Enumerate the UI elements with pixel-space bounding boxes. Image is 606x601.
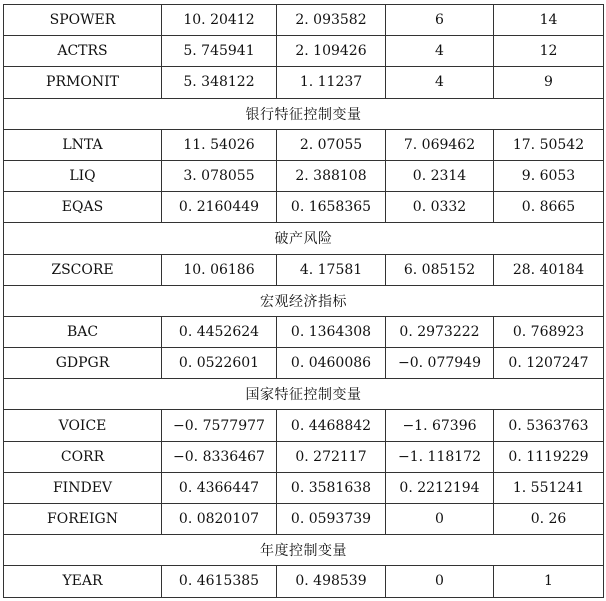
- value-cell: 1. 11237: [277, 67, 386, 98]
- section-header-row: [4, 379, 604, 410]
- value-cell: 0. 272117: [277, 441, 386, 472]
- value-cell: −1. 67396: [386, 410, 494, 441]
- section-header-row: [4, 98, 604, 129]
- table-row: [4, 192, 604, 223]
- table-row: [4, 67, 604, 98]
- section-header-row: [4, 285, 604, 316]
- section-header-label: 银行特征控制变量: [4, 98, 604, 129]
- section-header-label: 破产风险: [4, 223, 604, 254]
- value-cell: 3. 078055: [162, 160, 277, 191]
- value-cell: 28. 40184: [494, 254, 604, 285]
- table-row: [4, 316, 604, 347]
- variable-name-cell: EQAS: [4, 192, 162, 223]
- value-cell: −0. 077949: [386, 348, 494, 379]
- value-cell: 6. 085152: [386, 254, 494, 285]
- value-cell: 0. 0332: [386, 192, 494, 223]
- variable-name-cell: ACTRS: [4, 36, 162, 67]
- value-cell: 0. 3581638: [277, 472, 386, 503]
- value-cell: 14: [494, 5, 604, 36]
- value-cell: 0. 8665: [494, 192, 604, 223]
- value-cell: 10. 20412: [162, 5, 277, 36]
- value-cell: 0. 498539: [277, 566, 386, 597]
- value-cell: 2. 109426: [277, 36, 386, 67]
- value-cell: 0. 1658365: [277, 192, 386, 223]
- value-cell: 0. 768923: [494, 316, 604, 347]
- variable-name-cell: VOICE: [4, 410, 162, 441]
- value-cell: 7. 069462: [386, 129, 494, 160]
- table-body: [4, 5, 604, 598]
- value-cell: 4. 17581: [277, 254, 386, 285]
- variable-name-cell: GDPGR: [4, 348, 162, 379]
- value-cell: −0. 8336467: [162, 441, 277, 472]
- descriptive-statistics-table: [3, 4, 604, 598]
- value-cell: 0. 26: [494, 504, 604, 535]
- section-header-row: [4, 223, 604, 254]
- value-cell: 12: [494, 36, 604, 67]
- value-cell: 0. 2973222: [386, 316, 494, 347]
- value-cell: 0. 1119229: [494, 441, 604, 472]
- value-cell: 0. 0522601: [162, 348, 277, 379]
- variable-name-cell: PRMONIT: [4, 67, 162, 98]
- value-cell: 0. 4366447: [162, 472, 277, 503]
- value-cell: 2. 093582: [277, 5, 386, 36]
- table-row: [4, 160, 604, 191]
- table-row: [4, 36, 604, 67]
- variable-name-cell: SPOWER: [4, 5, 162, 36]
- table-row: [4, 566, 604, 597]
- table-row: [4, 504, 604, 535]
- value-cell: 0. 1207247: [494, 348, 604, 379]
- value-cell: 5. 745941: [162, 36, 277, 67]
- value-cell: 5. 348122: [162, 67, 277, 98]
- value-cell: 1: [494, 566, 604, 597]
- value-cell: 6: [386, 5, 494, 36]
- value-cell: 0. 2314: [386, 160, 494, 191]
- value-cell: 0. 0460086: [277, 348, 386, 379]
- table-row: [4, 129, 604, 160]
- table-row: [4, 348, 604, 379]
- value-cell: 0. 2212194: [386, 472, 494, 503]
- variable-name-cell: CORR: [4, 441, 162, 472]
- table-row: [4, 254, 604, 285]
- value-cell: 2. 388108: [277, 160, 386, 191]
- value-cell: 10. 06186: [162, 254, 277, 285]
- table-row: [4, 410, 604, 441]
- value-cell: 17. 50542: [494, 129, 604, 160]
- value-cell: 11. 54026: [162, 129, 277, 160]
- section-header-label: 年度控制变量: [4, 535, 604, 566]
- table-row: [4, 472, 604, 503]
- value-cell: 0. 0593739: [277, 504, 386, 535]
- value-cell: 4: [386, 36, 494, 67]
- variable-name-cell: YEAR: [4, 566, 162, 597]
- variable-name-cell: LIQ: [4, 160, 162, 191]
- value-cell: 0: [386, 566, 494, 597]
- variable-name-cell: BAC: [4, 316, 162, 347]
- variable-name-cell: ZSCORE: [4, 254, 162, 285]
- statistics-table-container: [3, 4, 603, 598]
- value-cell: 9: [494, 67, 604, 98]
- value-cell: 0. 4452624: [162, 316, 277, 347]
- value-cell: 1. 551241: [494, 472, 604, 503]
- value-cell: 0. 5363763: [494, 410, 604, 441]
- value-cell: 0. 0820107: [162, 504, 277, 535]
- value-cell: 9. 6053: [494, 160, 604, 191]
- table-row: [4, 441, 604, 472]
- section-header-label: 宏观经济指标: [4, 285, 604, 316]
- value-cell: 0: [386, 504, 494, 535]
- variable-name-cell: LNTA: [4, 129, 162, 160]
- variable-name-cell: FINDEV: [4, 472, 162, 503]
- section-header-row: [4, 535, 604, 566]
- value-cell: 4: [386, 67, 494, 98]
- value-cell: 0. 2160449: [162, 192, 277, 223]
- value-cell: 0. 1364308: [277, 316, 386, 347]
- value-cell: −0. 7577977: [162, 410, 277, 441]
- section-header-label: 国家特征控制变量: [4, 379, 604, 410]
- value-cell: −1. 118172: [386, 441, 494, 472]
- table-row: [4, 5, 604, 36]
- value-cell: 0. 4615385: [162, 566, 277, 597]
- value-cell: 2. 07055: [277, 129, 386, 160]
- variable-name-cell: FOREIGN: [4, 504, 162, 535]
- value-cell: 0. 4468842: [277, 410, 386, 441]
